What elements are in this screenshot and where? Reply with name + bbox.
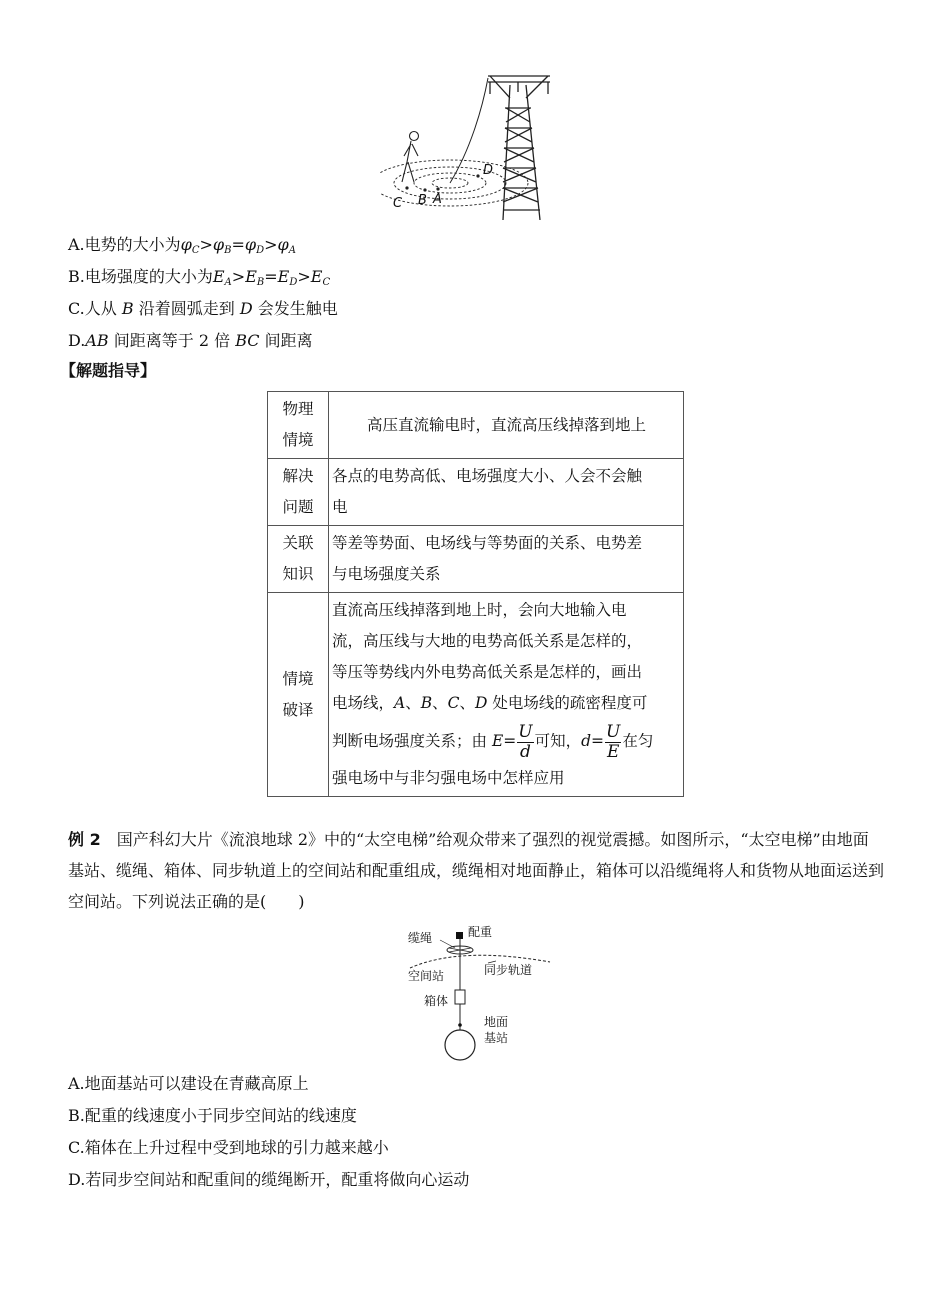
earth <box>445 1030 475 1060</box>
label-ground-2: 基站 <box>484 1031 509 1045</box>
counterweight <box>456 932 463 939</box>
row-head: 物理 情境 <box>268 392 329 459</box>
table-row <box>268 526 684 593</box>
example2-paragraph <box>68 824 884 917</box>
table-row <box>268 593 684 797</box>
q1-option-c: C.人从 B 沿着圆弧走到 D 会发生触电 <box>68 299 338 318</box>
row-content: 高压直流输电时，直流高压线掉落到地上 <box>329 392 684 459</box>
point-c <box>405 186 408 189</box>
q1-option-a: A.电势的大小为$\varphi_C>\varphi_B=\varphi_D>\varphi_A$ <box>68 235 296 256</box>
label-box: 箱体 <box>424 994 449 1008</box>
label-d: D <box>483 163 494 178</box>
guide-heading: 【解题指导】 <box>60 361 157 380</box>
guide-table <box>267 391 684 797</box>
q2-option-d: D.若同步空间站和配重间的缆绳断开，配重将做向心运动 <box>68 1170 470 1189</box>
row-head: 情境 破译 <box>268 593 329 797</box>
fraction-u-over-e: $\frac{U}{E}$ <box>606 721 621 762</box>
label-cable: 缆绳 <box>408 931 433 945</box>
row-content: 等差等势面、电场线与等势面的关系、电势差 与电场强度关系 <box>329 526 684 593</box>
point-a <box>436 187 439 190</box>
example2-text: 国产科幻大片《流浪地球 2》中的“太空电梯”给观众带来了强烈的视觉震撼。如图所示，“太空电梯”由地面基站、缆绳、箱体、同步轨道上的空间站和配重组成，缆绳相对地面静止，箱体可以沿缆绳将人和货物从地面运送到空间站。下列说法正确的是( ) <box>68 830 885 911</box>
figure-space-elevator <box>400 920 560 1065</box>
q1-option-b: B.电场强度的大小为$E_A>E_B=E_D>E_C$ <box>68 267 331 288</box>
row-content: 直流高压线掉落到地上时，会向大地输入电 流，高压线与大地的电势高低关系是怎样的， 等压等势线内外电势高低关系是怎样的，画出 电场线，A、B、C、D 处电场线的疏密程度可 判断电场强度关系；由 E= $\frac{U}{d}$ 可知，d= $\frac{U}{E}$ 在匀 强电场中与非匀强电场中怎样应用 <box>329 593 684 797</box>
label-station: 空间站 <box>408 969 445 983</box>
example2-label: 例 2 <box>68 830 101 849</box>
point-d <box>476 174 479 177</box>
tower <box>488 76 550 220</box>
label-c: C <box>393 196 403 211</box>
q2-option-a: A.地面基站可以建设在青藏高原上 <box>68 1074 309 1093</box>
q1-option-d: D.AB 间距离等于 2 倍 BC 间距离 <box>68 331 313 350</box>
point-b <box>423 188 426 191</box>
person <box>402 132 419 183</box>
label-orbit: 同步轨道 <box>484 963 533 977</box>
q2-option-c: C.箱体在上升过程中受到地球的引力越来越小 <box>68 1138 389 1157</box>
row-content: 各点的电势高低、电场强度大小、人会不会触 电 <box>329 459 684 526</box>
label-a: A <box>433 192 442 207</box>
table-row <box>268 392 684 459</box>
label-counterweight: 配重 <box>468 925 493 939</box>
table-row <box>268 459 684 526</box>
elevator-box <box>455 990 465 1004</box>
label-ground-1: 地面 <box>484 1015 509 1029</box>
row-head: 关联 知识 <box>268 526 329 593</box>
fraction-u-over-d: $\frac{U}{d}$ <box>518 721 533 762</box>
figure-power-tower <box>380 70 580 220</box>
row-head: 解决 问题 <box>268 459 329 526</box>
label-b: B <box>418 193 427 208</box>
q2-option-b: B.配重的线速度小于同步空间站的线速度 <box>68 1106 357 1125</box>
